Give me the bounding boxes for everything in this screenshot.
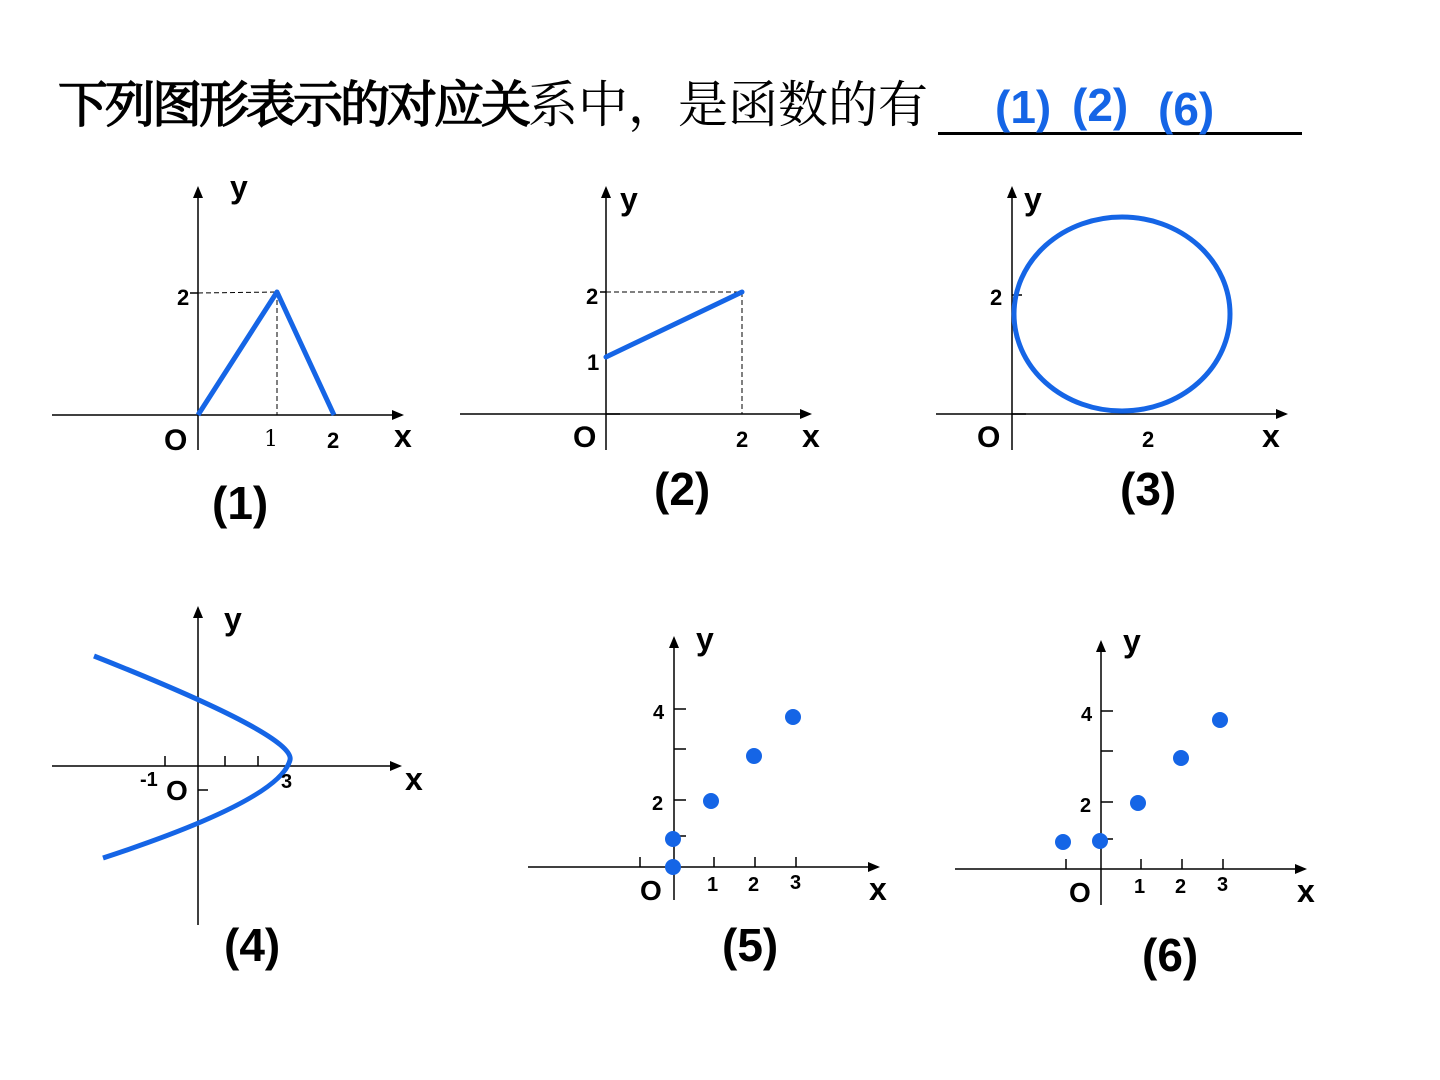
graph-2-y-label: y <box>620 181 638 217</box>
answer-3: (6) <box>1158 83 1215 135</box>
graph-5-x-label: x <box>869 871 887 907</box>
graph-5-point-5 <box>785 709 801 725</box>
graph-1 <box>52 169 412 457</box>
graph-3-y-label: y <box>1024 181 1042 217</box>
graph-3-caption: (3) <box>1120 463 1177 515</box>
graph-5-origin-label: O <box>640 875 662 906</box>
graph-1-origin-label: O <box>164 424 188 457</box>
graph-6-origin-label: O <box>1069 877 1091 908</box>
graph-5-point-1 <box>665 859 681 875</box>
graph-6-y-label: y <box>1123 623 1141 659</box>
graph-4-origin-label: O <box>166 775 188 806</box>
graph-5-point-4 <box>746 748 762 764</box>
graph-3-x-label: x <box>1262 418 1280 454</box>
graph-4-x-tick-label-m1: -1 <box>140 769 158 791</box>
graph-1-dash-h <box>198 292 277 293</box>
graph-1-x-tick-label-2: 2 <box>327 428 340 453</box>
graph-6-point-1 <box>1055 834 1071 850</box>
graph-6-point-5 <box>1212 712 1228 728</box>
graph-3 <box>936 181 1286 454</box>
graph-2 <box>460 181 820 454</box>
graph-3-curve <box>1014 217 1230 411</box>
graph-3-origin-label: O <box>977 421 1001 454</box>
graph-5-point-2 <box>665 831 681 847</box>
graph-6-y-tick-label-4: 4 <box>1081 704 1093 726</box>
graph-6-x-tick-label-2: 2 <box>1175 876 1187 898</box>
graph-5-point-3 <box>703 793 719 809</box>
graph-2-x-tick-label-1: 2 <box>736 427 749 452</box>
graph-5-x-tick-label-3: 3 <box>790 872 802 894</box>
graph-5-caption: (5) <box>722 919 779 971</box>
graph-2-origin-label: O <box>573 421 597 454</box>
graph-2-caption: (2) <box>654 463 711 515</box>
graph-5-x-tick-label-2: 2 <box>748 874 760 896</box>
graph-2-y-tick-label-1: 1 <box>587 350 600 375</box>
graph-6-caption: (6) <box>1142 929 1199 981</box>
graph-6-point-3 <box>1130 795 1146 811</box>
graph-2-curve <box>606 292 742 357</box>
graph-4 <box>52 601 423 925</box>
graph-6-x-label: x <box>1297 873 1315 909</box>
graph-1-y-tick-label: 2 <box>177 285 190 310</box>
graph-4-x-tick-label-3: 3 <box>281 771 293 793</box>
graph-5-y-tick-label-4: 4 <box>653 702 665 724</box>
graph-4-x-label: x <box>405 761 423 797</box>
graph-4-y-label: y <box>224 601 242 637</box>
graph-4-curve <box>94 656 293 858</box>
graph-5-y-tick-label-2: 2 <box>652 793 664 815</box>
graph-1-x-label: x <box>394 418 412 454</box>
graph-1-caption: (1) <box>212 477 269 529</box>
graph-4-caption: (4) <box>224 919 281 971</box>
graph-6 <box>955 623 1315 909</box>
graph-5-y-label: y <box>696 621 714 657</box>
question-bold-part: 下列图形表示的对应关 <box>58 76 528 134</box>
graph-2-y-tick-label-2: 2 <box>586 284 599 309</box>
graph-6-point-2 <box>1092 833 1108 849</box>
answer-2: (2) <box>1072 79 1129 131</box>
graph-2-x-label: x <box>802 418 820 454</box>
graph-1-x-tick-label-1: 1 <box>264 427 278 452</box>
question-rest-part: 系中，是函数的有 <box>528 76 928 134</box>
graph-1-curve <box>198 292 334 415</box>
graph-6-y-tick-label-2: 2 <box>1080 795 1092 817</box>
graph-6-point-4 <box>1173 750 1189 766</box>
graph-6-x-tick-label-1: 1 <box>1134 876 1146 898</box>
graph-3-y-tick-label: 2 <box>990 285 1003 310</box>
graph-3-x-tick-label: 2 <box>1142 427 1155 452</box>
graph-6-x-tick-label-3: 3 <box>1217 874 1229 896</box>
graph-5 <box>528 621 887 907</box>
answer-1: (1) <box>995 81 1052 133</box>
graph-1-y-label: y <box>230 169 248 205</box>
graph-5-x-tick-label-1: 1 <box>707 874 719 896</box>
